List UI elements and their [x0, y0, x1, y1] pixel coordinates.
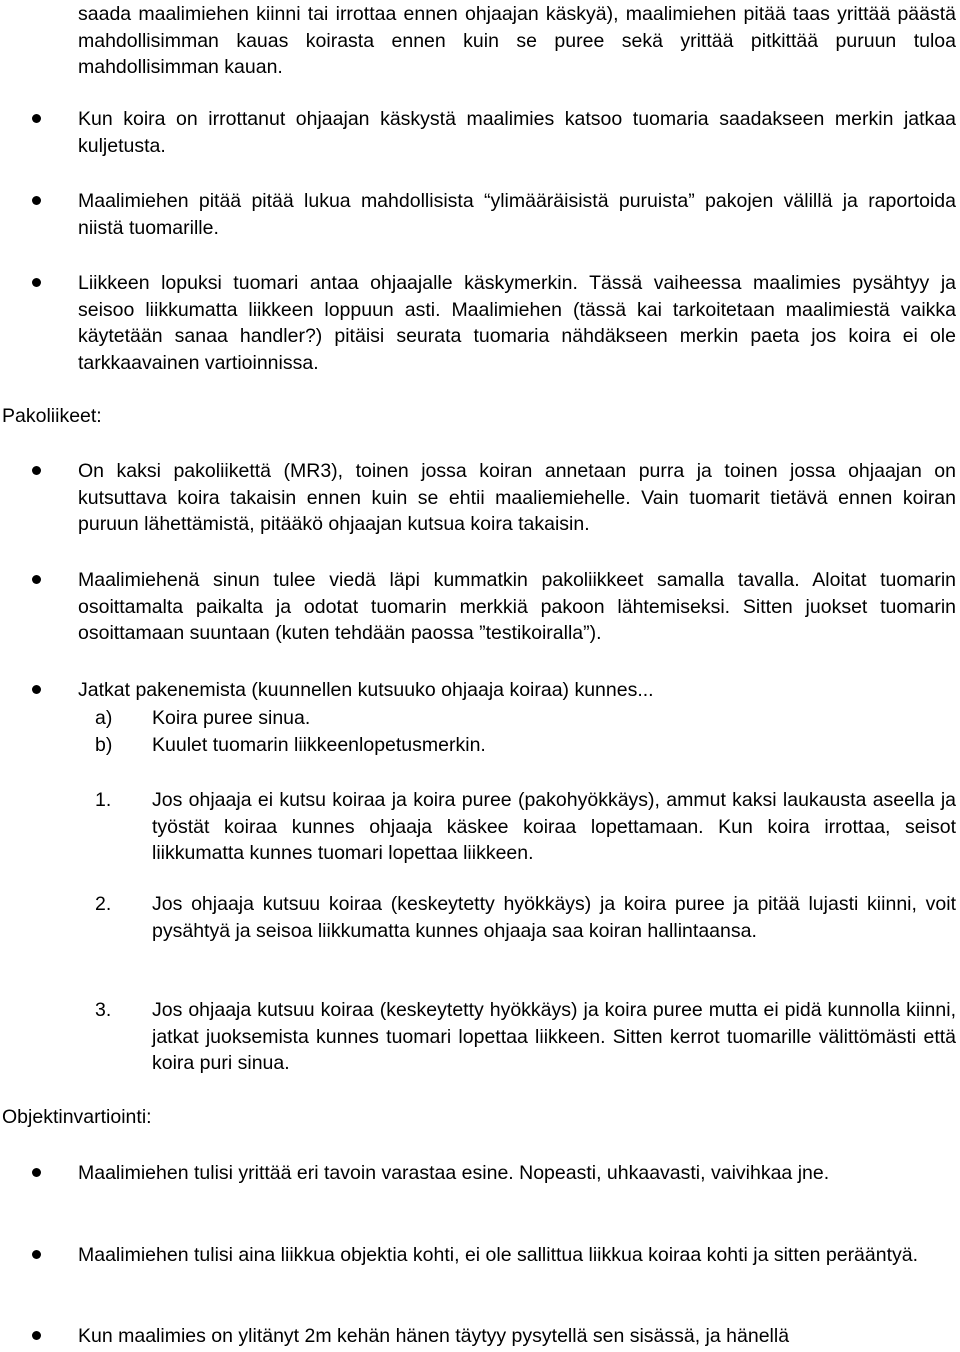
- list-marker: 2.: [95, 893, 112, 915]
- bullet-dot: [32, 196, 41, 205]
- bullet-text: On kaksi pakoliikettä (MR3), toinen jossa koiran annetaan purra ja toinen jossa ohjaajan on kutsuttava koira takaisin ennen kuin se ehtii maaliemiehelle. Vain tuomarit tietävä ennen koiran puruun lähettämistä, pitääkö ohjaajan kutsua koira takaisin.: [78, 460, 956, 535]
- intro-paragraph: saada maalimiehen kiinni tai irrottaa ennen ohjaajan käskyä), maalimiehen pitää taas yrittää päästä mahdollisimman kauas koirasta ennen kuin se puree sekä yrittää pitkittää puruun tuloa mahdollisimman kauan.: [78, 3, 956, 78]
- list-marker: 3.: [95, 999, 112, 1021]
- numbered-item: [95, 787, 956, 869]
- list-item-text: Koira puree sinua.: [152, 707, 311, 729]
- bullet-text: Jatkat pakenemista (kuunnellen kutsuuko ohjaaja koiraa) kunnes...: [78, 679, 654, 701]
- bullet-text: Maalimiehen tulisi yrittää eri tavoin varastaa esine. Nopeasti, uhkaavasti, vaivihkaa jne.: [78, 1162, 830, 1184]
- section-heading-pakoliikkeet: Pakoliikeet:: [2, 405, 102, 427]
- list-item-text: Kuulet tuomarin liikkeenlopetusmerkin.: [152, 734, 486, 756]
- section-heading-objektinvartiointi: Objektinvartiointi:: [2, 1106, 152, 1128]
- bullet-text: Maalimiehen pitää pitää lukua mahdollisista “ylimääräisistä puruista” pakojen välillä ja raportoida niistä tuomarille.: [78, 190, 956, 239]
- bullet-dot: [32, 685, 41, 694]
- list-item-text: Jos ohjaaja kutsuu koiraa (keskeytetty hyökkäys) ja koira puree ja pitää lujasti kiinni, voit pysähtyä ja seisoa liikkumatta kunnes ohjaaja saa koiran hallintaansa.: [152, 893, 956, 942]
- bullet-dot: [32, 278, 41, 287]
- bullet-dot: [32, 1168, 41, 1177]
- numbered-item: [95, 891, 956, 973]
- list-item: [95, 705, 956, 731]
- bullet-dot: [32, 1250, 41, 1259]
- bullet-dot: [32, 466, 41, 475]
- bullet-text: Maalimiehen tulisi aina liikkua objektia kohti, ei ole sallittua liikkua koiraa kohti ja sitten perääntyä.: [78, 1244, 919, 1266]
- list-item-text: Jos ohjaaja kutsuu koiraa (keskeytetty hyökkäys) ja koira puree mutta ei pidä kunnolla kiinni, jatkat juoksemista kunnes tuomari lopettaa liikkeen. Sitten kerrot tuomarille välittömästi että koira puri sinua.: [152, 999, 956, 1074]
- list-marker: b): [95, 734, 113, 756]
- list-marker: 1.: [95, 789, 112, 811]
- bullet-text: Kun maalimies on ylitänyt 2m kehän hänen täytyy pysytellä sen sisässä, ja hänellä: [78, 1325, 790, 1347]
- bullet-dot: [32, 575, 41, 584]
- list-item: [95, 732, 956, 758]
- bullet-text: Kun koira on irrottanut ohjaajan käskystä maalimies katsoo tuomaria saadakseen merkin jatkaa kuljetusta.: [78, 108, 956, 157]
- list-marker: a): [95, 707, 113, 729]
- bullet-dot: [32, 1331, 41, 1340]
- bullet-text: Liikkeen lopuksi tuomari antaa ohjaajalle käskymerkin. Tässä vaiheessa maalimies pysähtyy ja seisoo liikkumatta liikkeen loppuun asti. Maalimiehen (tässä kai tarkoitetaan maalimiestä vaikka käytetään sanaa handler?) pitäisi seurata tuomaria nähdäkseen merkin paeta jos koira ei ole tarkkaavainen vartioinnissa.: [78, 272, 956, 374]
- numbered-item: [95, 997, 956, 1079]
- bullet-dot: [32, 114, 41, 123]
- bullet-text: Maalimiehenä sinun tulee viedä läpi kummatkin pakoliikkeet samalla tavalla. Aloitat tuomarin osoittamalta paikalta ja odotat tuomarin merkkiä pakoon lähtemiseksi. Sitten juokset tuomarin osoittamaan suuntaan (kuten tehdään paossa ”testikoiralla”).: [78, 569, 956, 644]
- list-item-text: Jos ohjaaja ei kutsu koiraa ja koira puree (pakohyökkäys), ammut kaksi laukausta aseella ja työstät koiraa kunnes ohjaaja käskee koiraa lopettamaan. Kun koira irrottaa, seisot liikkumatta kunnes tuomari lopettaa liikkeen.: [152, 789, 956, 864]
